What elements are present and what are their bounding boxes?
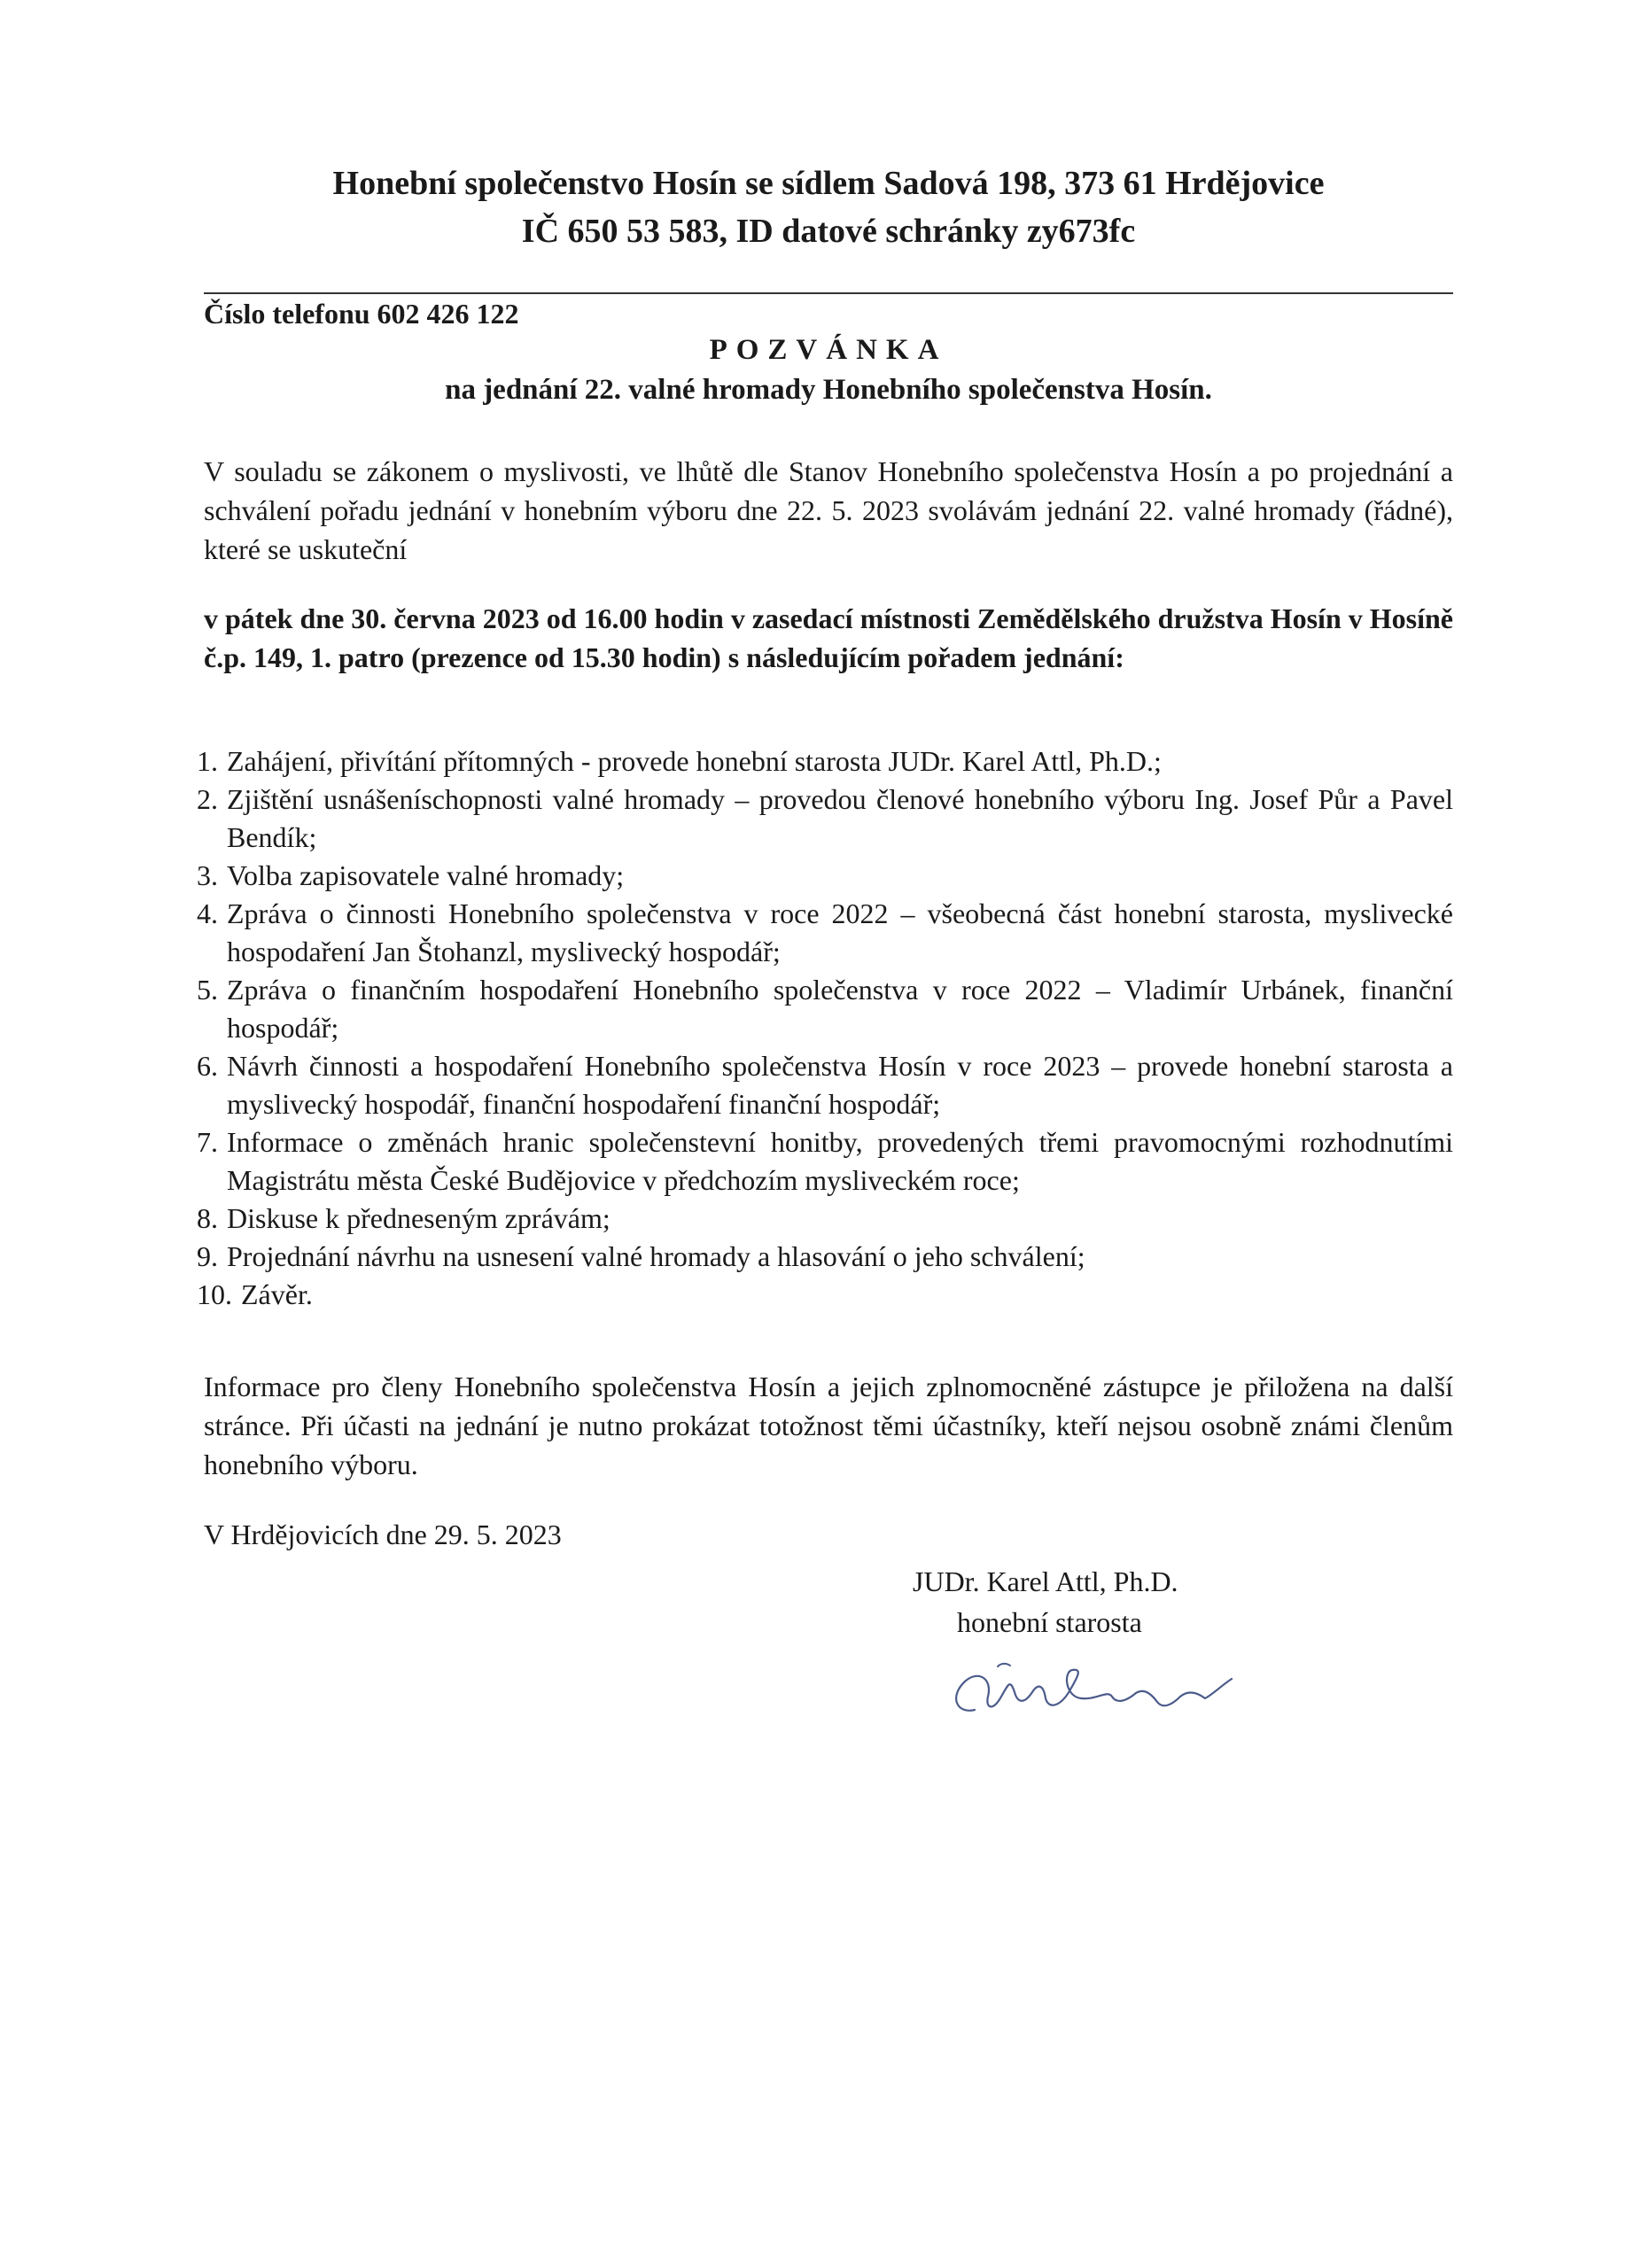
agenda-item-number: 2. — [197, 783, 218, 815]
agenda-item-number: 7. — [197, 1126, 218, 1158]
agenda-item-number: 4. — [197, 897, 218, 929]
document-title: POZVÁNKA — [709, 334, 948, 366]
agenda-item-text: Informace o změnách hranic společenstevní honitby, provedených třemi pravomocnými rozhodnutími Magistrátu města České Budějovice v předchozím mysliveckém roce; — [227, 1126, 1453, 1196]
agenda-item-text: Návrh činnosti a hospodaření Honebního společenstva Hosín v roce 2023 – provede honební starosta a myslivecký hospodář, finanční hospodaření finanční hospodář; — [227, 1050, 1453, 1120]
agenda-item — [197, 1047, 1453, 1123]
signer-role: honební starosta — [957, 1606, 1142, 1638]
signer-name: JUDr. Karel Attl, Ph.D. — [913, 1565, 1178, 1597]
agenda-item — [197, 895, 1453, 971]
agenda-item-text: Zpráva o činnosti Honebního společenstva v roce 2022 – všeobecná část honební starosta, myslivecké hospodaření Jan Štohanzl, myslivecký hospodář; — [227, 897, 1453, 967]
agenda-item-text: Zpráva o finančním hospodaření Honebního společenstva v roce 2022 – Vladimír Urbánek, finanční hospodář; — [227, 974, 1453, 1044]
agenda-item-text: Projednání návrhu na usnesení valné hromady a hlasování o jeho schválení; — [227, 1240, 1085, 1272]
agenda-item — [197, 742, 1453, 781]
agenda-item-number: 3. — [197, 859, 218, 891]
agenda-item — [197, 857, 1453, 895]
agenda-list — [197, 742, 1453, 1314]
letterhead — [204, 159, 1453, 255]
phone-number: Číslo telefonu 602 426 122 — [204, 298, 519, 330]
agenda-item-text: Závěr. — [241, 1278, 313, 1310]
agenda-item — [197, 971, 1453, 1047]
agenda-item — [197, 1238, 1453, 1276]
signer-block — [913, 1561, 1178, 1643]
agenda-item-number: 5. — [197, 974, 218, 1006]
place-and-date: V Hrdějovicích dne 29. 5. 2023 — [204, 1518, 562, 1550]
agenda-item — [197, 781, 1453, 857]
agenda-item-text: Volba zapisovatele valné hromady; — [227, 859, 625, 891]
letterhead-line-2: IČ 650 53 583, ID datové schránky zy673fc — [521, 213, 1136, 250]
info-paragraph: Informace pro členy Honebního společenstva Hosín a jejich zplnomocněné zástupce je přiložena na další stránce. Při účasti na jednání je nutno prokázat totožnost těmi účastníky, kteří nejsou osobně známi členům honebního výboru. — [204, 1371, 1453, 1480]
agenda-item-number: 8. — [197, 1202, 218, 1234]
agenda-item-text: Zjištění usnášeníschopnosti valné hromady – provedou členové honebního výboru Ing. Josef Půr a Pavel Bendík; — [227, 783, 1453, 853]
agenda-item-number: 9. — [197, 1240, 218, 1272]
agenda-item — [197, 1123, 1453, 1200]
agenda-item — [197, 1276, 1453, 1314]
letterhead-line-1: Honební společenstvo Hosín se sídlem Sadová 198, 373 61 Hrdějovice — [332, 165, 1325, 202]
signature-icon — [939, 1643, 1258, 1750]
agenda-item-number: 6. — [197, 1050, 218, 1082]
agenda-item-number: 10. — [197, 1278, 232, 1310]
meeting-details: v pátek dne 30. června 2023 od 16.00 hodin v zasedací místnosti Zemědělského družstva Hosín v Hosíně č.p. 149, 1. patro (prezence od 15.30 hodin) s následujícím pořadem jednání: — [204, 602, 1453, 673]
intro-paragraph: V souladu se zákonem o myslivosti, ve lhůtě dle Stanov Honebního společenstva Hosín a po projednání a schválení pořadu jednání v honebním výboru dne 22. 5. 2023 svolávám jednání 22. valné hromady (řádné), které se uskuteční — [204, 455, 1453, 565]
document-subtitle: na jednání 22. valné hromady Honebního společenstva Hosín. — [445, 374, 1212, 406]
agenda-item-number: 1. — [197, 745, 218, 777]
agenda-item-text: Diskuse k předneseným zprávám; — [227, 1202, 611, 1234]
agenda-item — [197, 1200, 1453, 1238]
agenda-item-text: Zahájení, přivítání přítomných - provede honební starosta JUDr. Karel Attl, Ph.D.; — [227, 745, 1162, 777]
